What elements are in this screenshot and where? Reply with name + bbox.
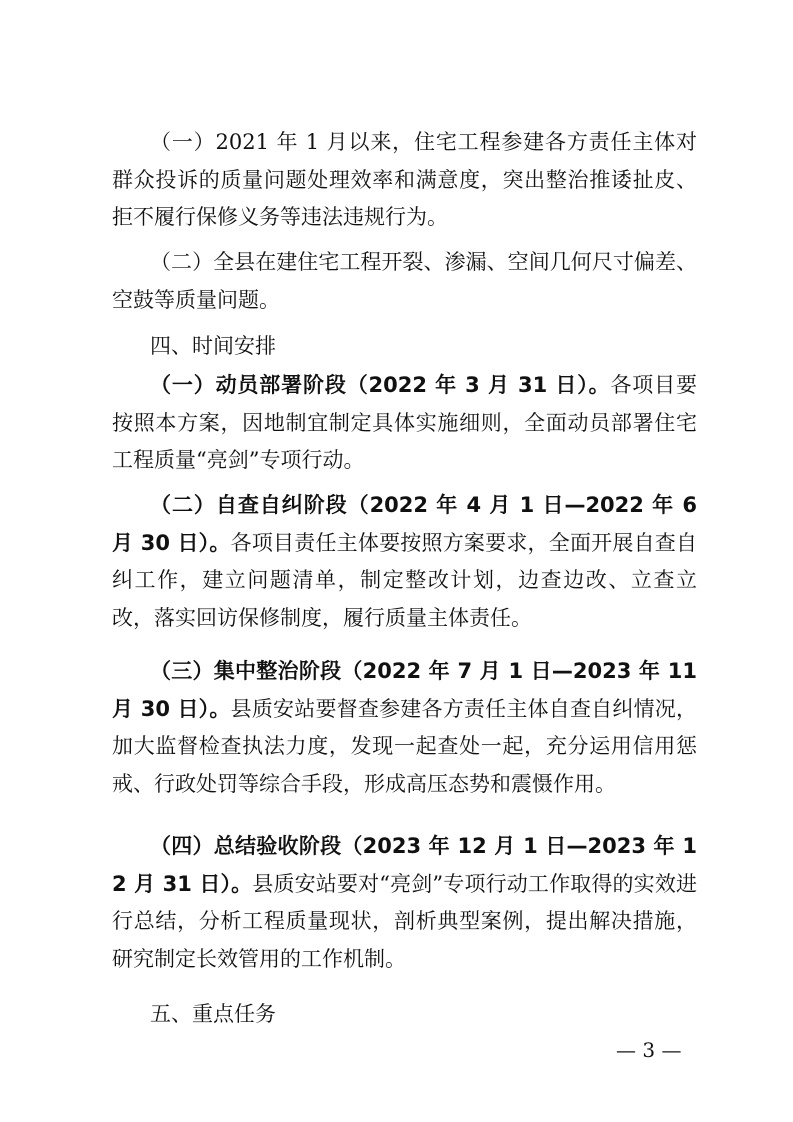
paragraph-complaint-handling (112, 124, 697, 237)
paragraph-phase-mobilization (112, 367, 697, 480)
section-heading-key-tasks (112, 996, 697, 1034)
paragraph-text: 各项目要按照本方案，因地制宜制定具体实施细则，全面动员部署住宅工程质量“亮剑”专项行动。 (112, 373, 698, 472)
paragraph-lead: （二）自查自纠阶段（2022 年 4 月 1 日—2022 年 6 月 30 日）。 (112, 493, 697, 555)
paragraph-phase-summary (112, 828, 697, 978)
paragraph-phase-self-inspection (112, 487, 697, 637)
paragraph-lead: （一）动员部署阶段（2022 年 3 月 31 日）。 (150, 373, 611, 397)
paragraph-text: 县质安站要督查参建各方责任主体自查自纠情况，加大监督检查执法力度，发现一起查处一起，充分运用信用惩戒、行政处罚等综合手段，形成高压态势和震慑作用。 (112, 696, 697, 796)
paragraph-lead: （四）总结验收阶段（2023 年 12 月 1 日—2023 年 12 月 31 日）。 (112, 834, 697, 896)
section-heading-text: 五、重点任务 (150, 1002, 276, 1026)
paragraph-text: 县质安站要对“亮剑”专项行动工作取得的实效进行总结，分析工程质量现状，剖析典型案例，提出解决措施，研究制定长效管用的工作机制。 (112, 871, 697, 971)
paragraph-text: （一）2021 年 1 月以来，住宅工程参建各方责任主体对群众投诉的质量问题处理效率和满意度，突出整治推诿扯皮、拒不履行保修义务等违法违规行为。 (112, 130, 697, 229)
paragraph-quality-issues (112, 244, 697, 319)
section-heading-schedule (112, 328, 697, 366)
page-number: — 3 — (616, 1038, 682, 1062)
paragraph-text: 各项目责任主体要按照方案要求，全面开展自查自纠工作，建立问题清单，制定整改计划，边查边改、立查立改，落实回访保修制度，履行质量主体责任。 (112, 530, 697, 630)
section-heading-text: 四、时间安排 (150, 334, 276, 358)
paragraph-phase-rectification (112, 653, 697, 803)
paragraph-text: （二）全县在建住宅工程开裂、渗漏、空间几何尺寸偏差、空鼓等质量问题。 (112, 250, 697, 312)
paragraph-lead: （三）集中整治阶段（2022 年 7 月 1 日—2023 年 11 月 30 日）。 (112, 659, 697, 721)
